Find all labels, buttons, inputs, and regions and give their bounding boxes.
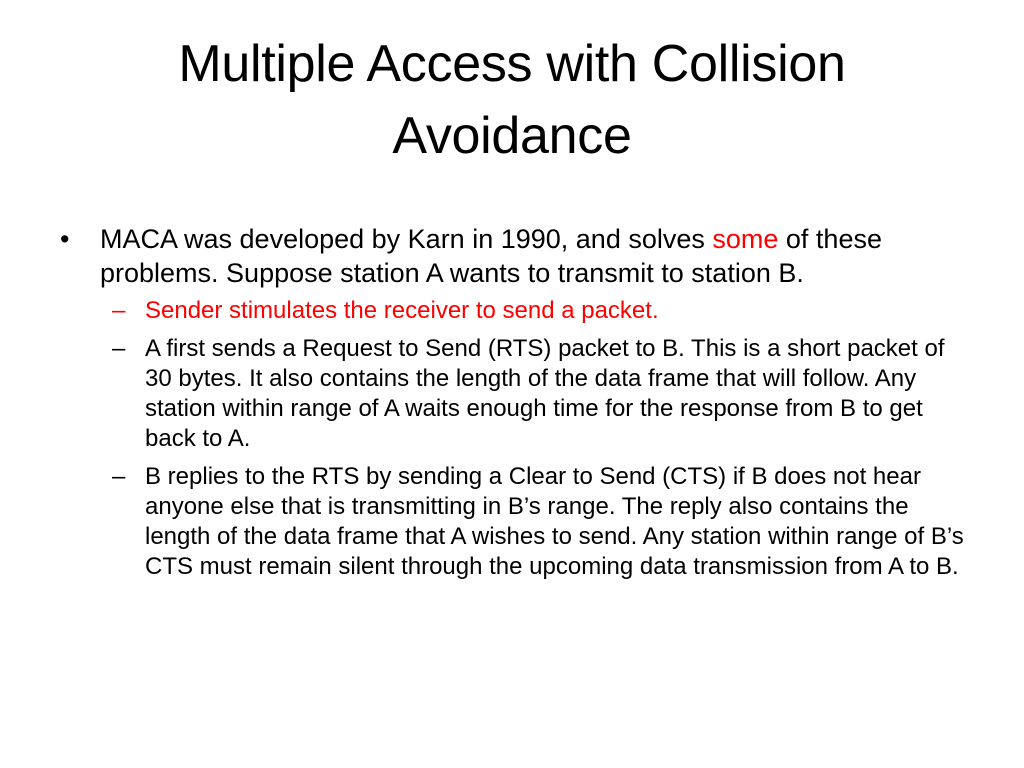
bullet-item xyxy=(60,222,970,290)
sub-bullet-item xyxy=(60,296,970,326)
bullet-highlight-some: some xyxy=(712,224,779,254)
sub-bullet-list xyxy=(60,296,970,582)
sub-bullet-item xyxy=(60,462,970,582)
slide-body xyxy=(60,222,970,590)
bullet-marker: • xyxy=(60,224,70,254)
sub-bullet-marker: – xyxy=(112,463,126,490)
bullet-text-before: MACA was developed by Karn in 1990, and solves xyxy=(100,224,713,254)
slide-title-line-2: Avoidance xyxy=(392,107,632,165)
sub-bullet-marker: – xyxy=(112,297,126,324)
sub-bullet-item xyxy=(60,334,970,454)
bullet-text-after: of these problems. Suppose station A wants to transmit to station B. xyxy=(100,224,882,288)
sub-bullet-text: A first sends a Request to Send (RTS) packet to B. This is a short packet of 30 bytes. It also contains the length of the data frame that will follow. Any station within range of A waits enough time for the response from B to get back to A. xyxy=(145,335,945,452)
sub-bullet-text: B replies to the RTS by sending a Clear to Send (CTS) if B does not hear anyone else that is transmitting in B’s range. The reply also contains the length of the data frame that A wishes to send. Any station within range of B’s CTS must remain silent through the upcoming data transmission from A to B. xyxy=(145,463,964,580)
slide-title xyxy=(60,28,964,172)
sub-bullet-marker: – xyxy=(112,335,126,362)
slide-title-line-1: Multiple Access with Collision xyxy=(178,35,846,93)
sub-bullet-text: Sender stimulates the receiver to send a packet. xyxy=(145,297,659,324)
